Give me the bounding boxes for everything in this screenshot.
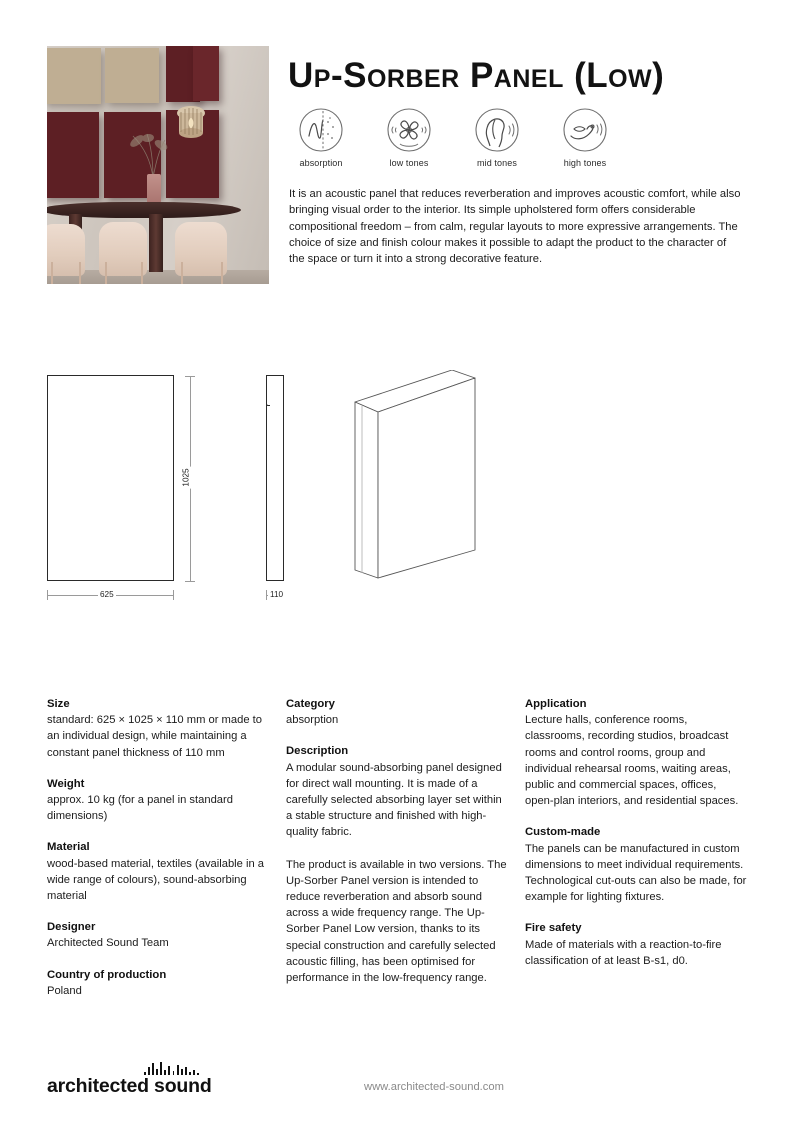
photo-panel-beige (47, 48, 101, 104)
spec-block-application (525, 696, 747, 809)
icon-cell-absorption (289, 106, 353, 168)
photo-chair-leg (79, 262, 81, 284)
spec-body: approx. 10 kg (for a panel in standard dimensions) (47, 794, 233, 823)
icon-cell-low-tones (377, 106, 441, 168)
dimension-tick (266, 590, 267, 600)
spec-block-category (286, 696, 508, 728)
spec-body: Made of materials with a reaction-to-fire classification of at least B-s1, d0. (525, 938, 722, 967)
spec-body: standard: 625 × 1025 × 110 mm or made to an individual design, while maintaining a constant panel thickness of 110 mm (47, 714, 262, 759)
isometric-view-drawing (330, 370, 510, 605)
spec-heading: Description (286, 745, 349, 758)
spec-body: Poland (47, 984, 82, 997)
dimension-tick (173, 590, 174, 600)
spec-column-1 (47, 696, 269, 1014)
spec-body: absorption (286, 714, 339, 727)
pampas-grass-icon (125, 128, 173, 180)
spec-block-country (47, 967, 269, 999)
dimension-label-width: 625 (100, 590, 114, 599)
spec-body: A modular sound-absorbing panel designed for direct wall mounting. It is made of a carefully selected absorbing layer set within a stable structure and finished with high-quality fabric. (286, 761, 502, 839)
pendant-lamp-icon (175, 103, 207, 143)
spec-body: wood-based material, textiles (available in a wide range of colours), sound-absorbing material (47, 857, 265, 903)
website-url[interactable]: www.architected-sound.com (364, 1081, 504, 1093)
side-view-detail-mark (266, 401, 270, 406)
photo-panel-red (47, 112, 99, 198)
spec-body: Lecture halls, conference rooms, classrooms, recording studios, broadcast rooms and control rooms, group and individual rehearsal rooms, waiting areas, public and commercial spaces, offices, open-plan interiors, and residential spaces. (525, 714, 739, 808)
photo-chair-leg (181, 262, 183, 284)
spec-block-weight (47, 776, 269, 825)
spec-body: Architected Sound Team (47, 937, 169, 950)
spec-block-material (47, 839, 269, 904)
spec-heading: Size (47, 698, 70, 710)
dimension-label-thickness: 110 (270, 590, 284, 599)
spec-block-designer (47, 919, 269, 951)
spec-column-2 (286, 696, 508, 1001)
spec-body: The panels can be manufactured in custom dimensions to meet individual requirements. Technological cut-outs can also be made, for example for lighting fixtures. (525, 842, 747, 904)
icon-cell-high-tones (553, 106, 617, 168)
spec-heading: Weight (47, 777, 85, 790)
icon-label: absorption (299, 158, 343, 168)
photo-chair-leg (141, 262, 143, 284)
technical-drawings (0, 360, 794, 620)
spec-block-fire-safety (525, 920, 747, 969)
spec-block-description (286, 743, 508, 986)
photo-panel-red (193, 46, 219, 101)
front-view-drawing (47, 375, 174, 581)
dimension-tick (47, 590, 48, 600)
intro-paragraph: It is an acoustic panel that reduces reverberation and improves acoustic comfort, while also bringing visual order to the interior. Its simple upholstered form offers considerable compositional freedom – from calm, regular layouts to more expressive arrangements. The choice of size and finish colour makes it possible to adapt the product to the character of the space or turn it into a strong decorative feature. (289, 188, 741, 266)
spec-heading: Category (286, 698, 335, 710)
spec-heading: Custom-made (525, 826, 601, 839)
photo-vase (147, 174, 161, 204)
photo-chair-leg (221, 262, 223, 284)
spec-block-size (47, 696, 269, 761)
photo-chair-leg (105, 262, 107, 284)
photo-table-leg (149, 214, 163, 272)
dimension-tick (185, 581, 195, 582)
acoustic-property-icons (289, 106, 617, 168)
icon-cell-mid-tones (465, 106, 529, 168)
icon-label: high tones (563, 158, 607, 168)
low-tones-icon (385, 106, 433, 154)
spec-heading: Country of production (47, 968, 167, 981)
spec-heading: Material (47, 841, 90, 854)
waveform-icon (144, 1059, 199, 1075)
dimension-label-height: 1025 (181, 468, 191, 487)
page-title: Up-Sorber Panel (Low) (288, 56, 665, 95)
icon-label: low tones (389, 158, 429, 168)
spec-block-custom-made (525, 824, 747, 905)
icon-label: mid tones (477, 158, 517, 168)
spec-heading: Designer (47, 921, 96, 934)
product-photo (47, 46, 269, 284)
photo-chair-leg (51, 262, 53, 284)
spec-body-secondary: The product is available in two versions. The Up-Sorber Panel version is intended to reduce reverberation and absorb sound across a wide frequency range. The Up-Sorber Panel Low version, thanks to its special construction and carefully selected acoustic filling, has been optimised for performance in the low-frequency range. (286, 858, 507, 985)
dimension-tick (185, 376, 195, 377)
mid-tones-icon (473, 106, 521, 154)
footer-section (0, 1045, 794, 1123)
brand-logo[interactable] (47, 1059, 257, 1101)
spec-heading: Fire safety (525, 922, 582, 935)
photo-panel-beige (105, 48, 159, 103)
brand-logo-text: architected sound (47, 1075, 212, 1097)
header-section (0, 0, 794, 340)
spec-heading: Application (525, 698, 587, 710)
spec-column-3 (525, 696, 747, 984)
high-tones-icon (561, 106, 609, 154)
absorption-icon (297, 106, 345, 154)
